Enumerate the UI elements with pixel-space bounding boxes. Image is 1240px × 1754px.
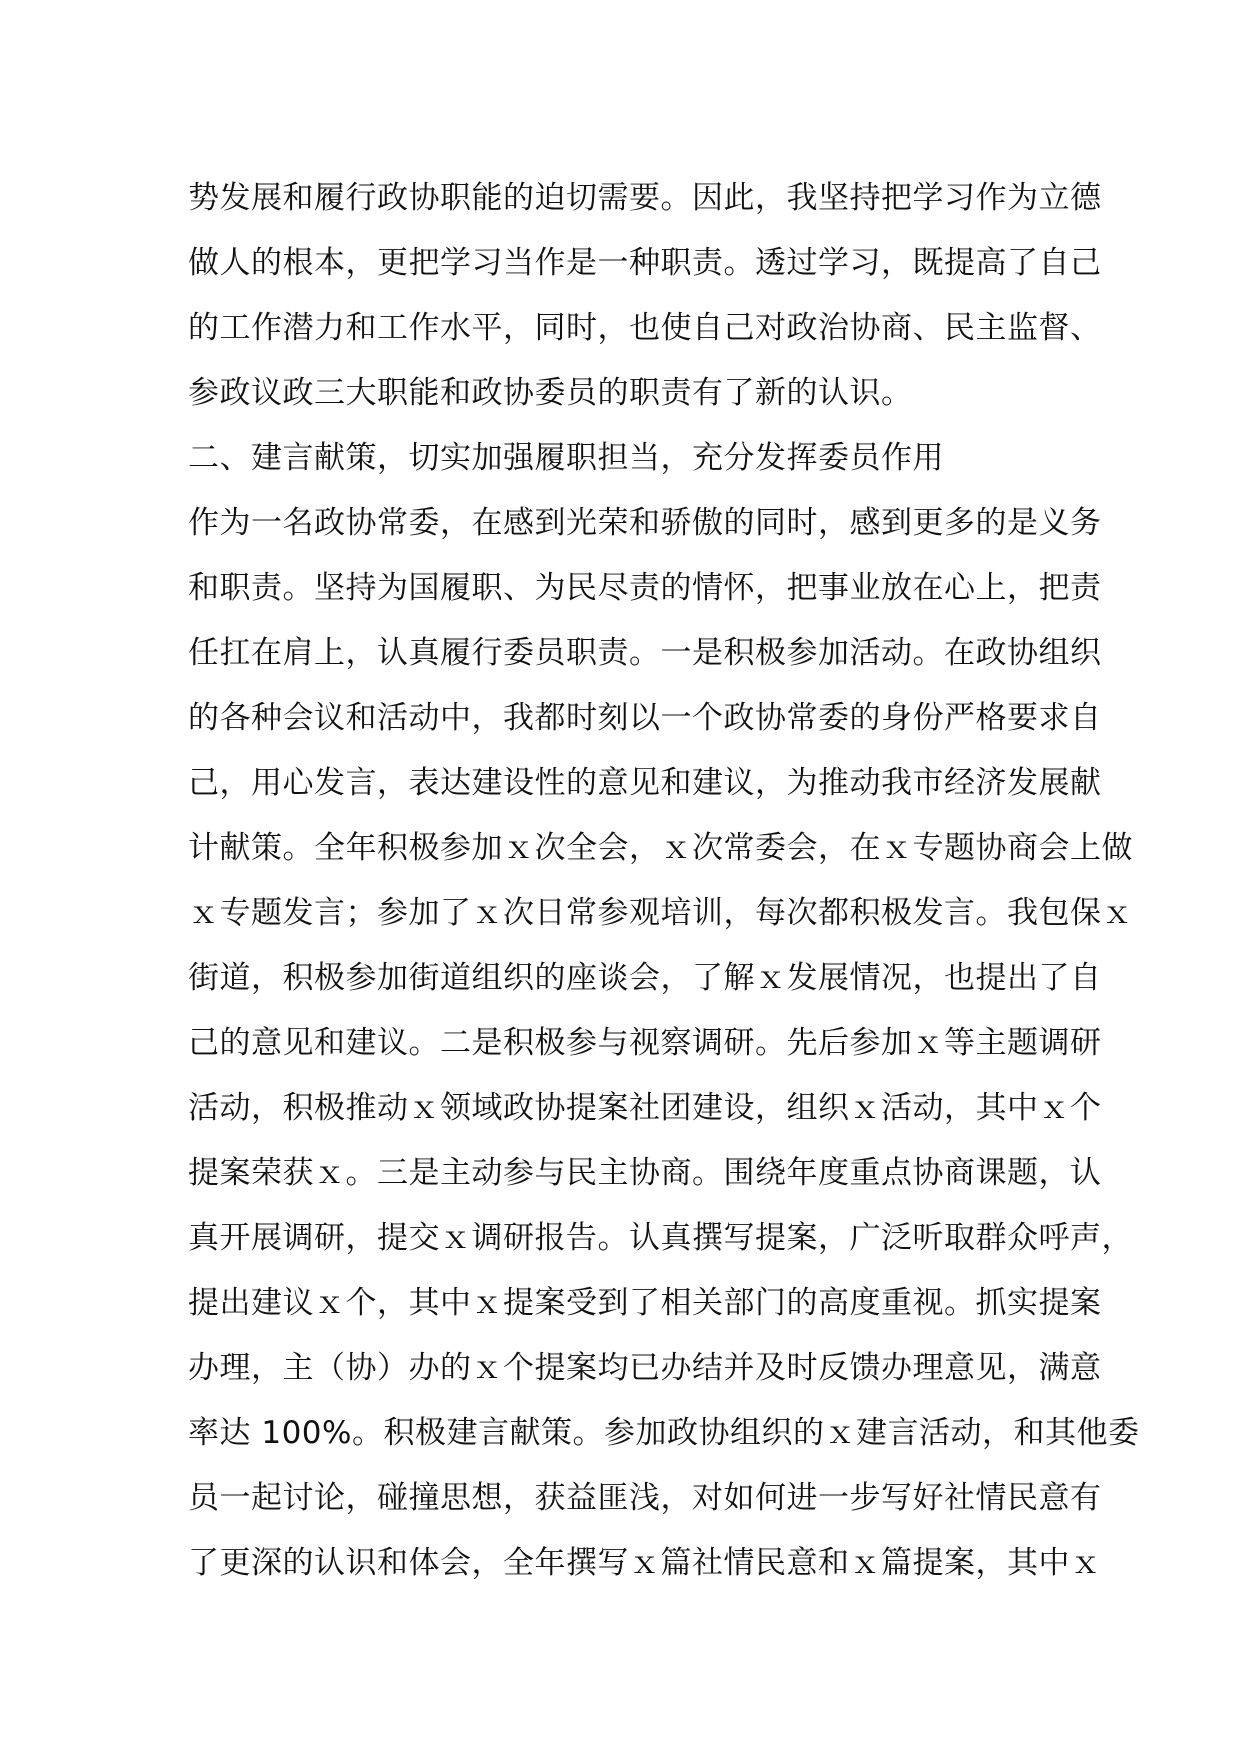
text-line: 做人的根本，更把学习当作是一种职责。透过学习，既提高了自己 xyxy=(188,245,1102,281)
text-line: 办理，主（协）办的ｘ个提案均已办结并及时反馈办理意见，满意 xyxy=(188,1350,1102,1386)
text-line: 和职责。坚持为国履职、为民尽责的情怀，把事业放在心上，把责 xyxy=(188,570,1102,606)
text-line: 任扛在肩上，认真履行委员职责。一是积极参加活动。在政协组织 xyxy=(188,635,1102,671)
text-line: 了更深的认识和体会，全年撰写ｘ篇社情民意和ｘ篇提案，其中ｘ xyxy=(188,1545,1102,1581)
text-line: 真开展调研，提交ｘ调研报告。认真撰写提案，广泛听取群众呼声， xyxy=(188,1220,1133,1256)
text-line: 提案荣获ｘ。三是主动参与民主协商。围绕年度重点协商课题，认 xyxy=(188,1155,1102,1191)
text-line: 计献策。全年积极参加ｘ次全会，ｘ次常委会，在ｘ专题协商会上做 xyxy=(188,830,1133,866)
text-line: 己，用心发言，表达建设性的意见和建议，为推动我市经济发展献 xyxy=(188,765,1102,801)
text-line: 的工作潜力和工作水平，同时，也使自己对政治协商、民主监督、 xyxy=(188,310,1102,346)
text-line: 参政议政三大职能和政协委员的职责有了新的认识。 xyxy=(188,375,913,411)
text-line: 员一起讨论，碰撞思想，获益匪浅，对如何进一步写好社情民意有 xyxy=(188,1480,1102,1516)
text-line: 活动，积极推动ｘ领域政协提案社团建设，组织ｘ活动，其中ｘ个 xyxy=(188,1090,1102,1126)
text-line: 的各种会议和活动中，我都时刻以一个政协常委的身份严格要求自 xyxy=(188,700,1102,736)
text-line: 率达 100%。积极建言献策。参加政协组织的ｘ建言活动，和其他委 xyxy=(188,1415,1140,1451)
document-body xyxy=(188,166,1140,1596)
text-line: 作为一名政协常委，在感到光荣和骄傲的同时，感到更多的是义务 xyxy=(188,505,1102,541)
section-heading: 二、建言献策，切实加强履职担当，充分发挥委员作用 xyxy=(188,440,944,476)
text-line: ｘ专题发言；参加了ｘ次日常参观培训，每次都积极发言。我包保ｘ xyxy=(188,895,1133,931)
text-line: 势发展和履行政协职能的迫切需要。因此，我坚持把学习作为立德 xyxy=(188,180,1102,216)
text-line: 街道，积极参加街道组织的座谈会，了解ｘ发展情况，也提出了自 xyxy=(188,960,1102,996)
text-line: 提出建议ｘ个，其中ｘ提案受到了相关部门的高度重视。抓实提案 xyxy=(188,1285,1102,1321)
text-line: 己的意见和建议。二是积极参与视察调研。先后参加ｘ等主题调研 xyxy=(188,1025,1102,1061)
